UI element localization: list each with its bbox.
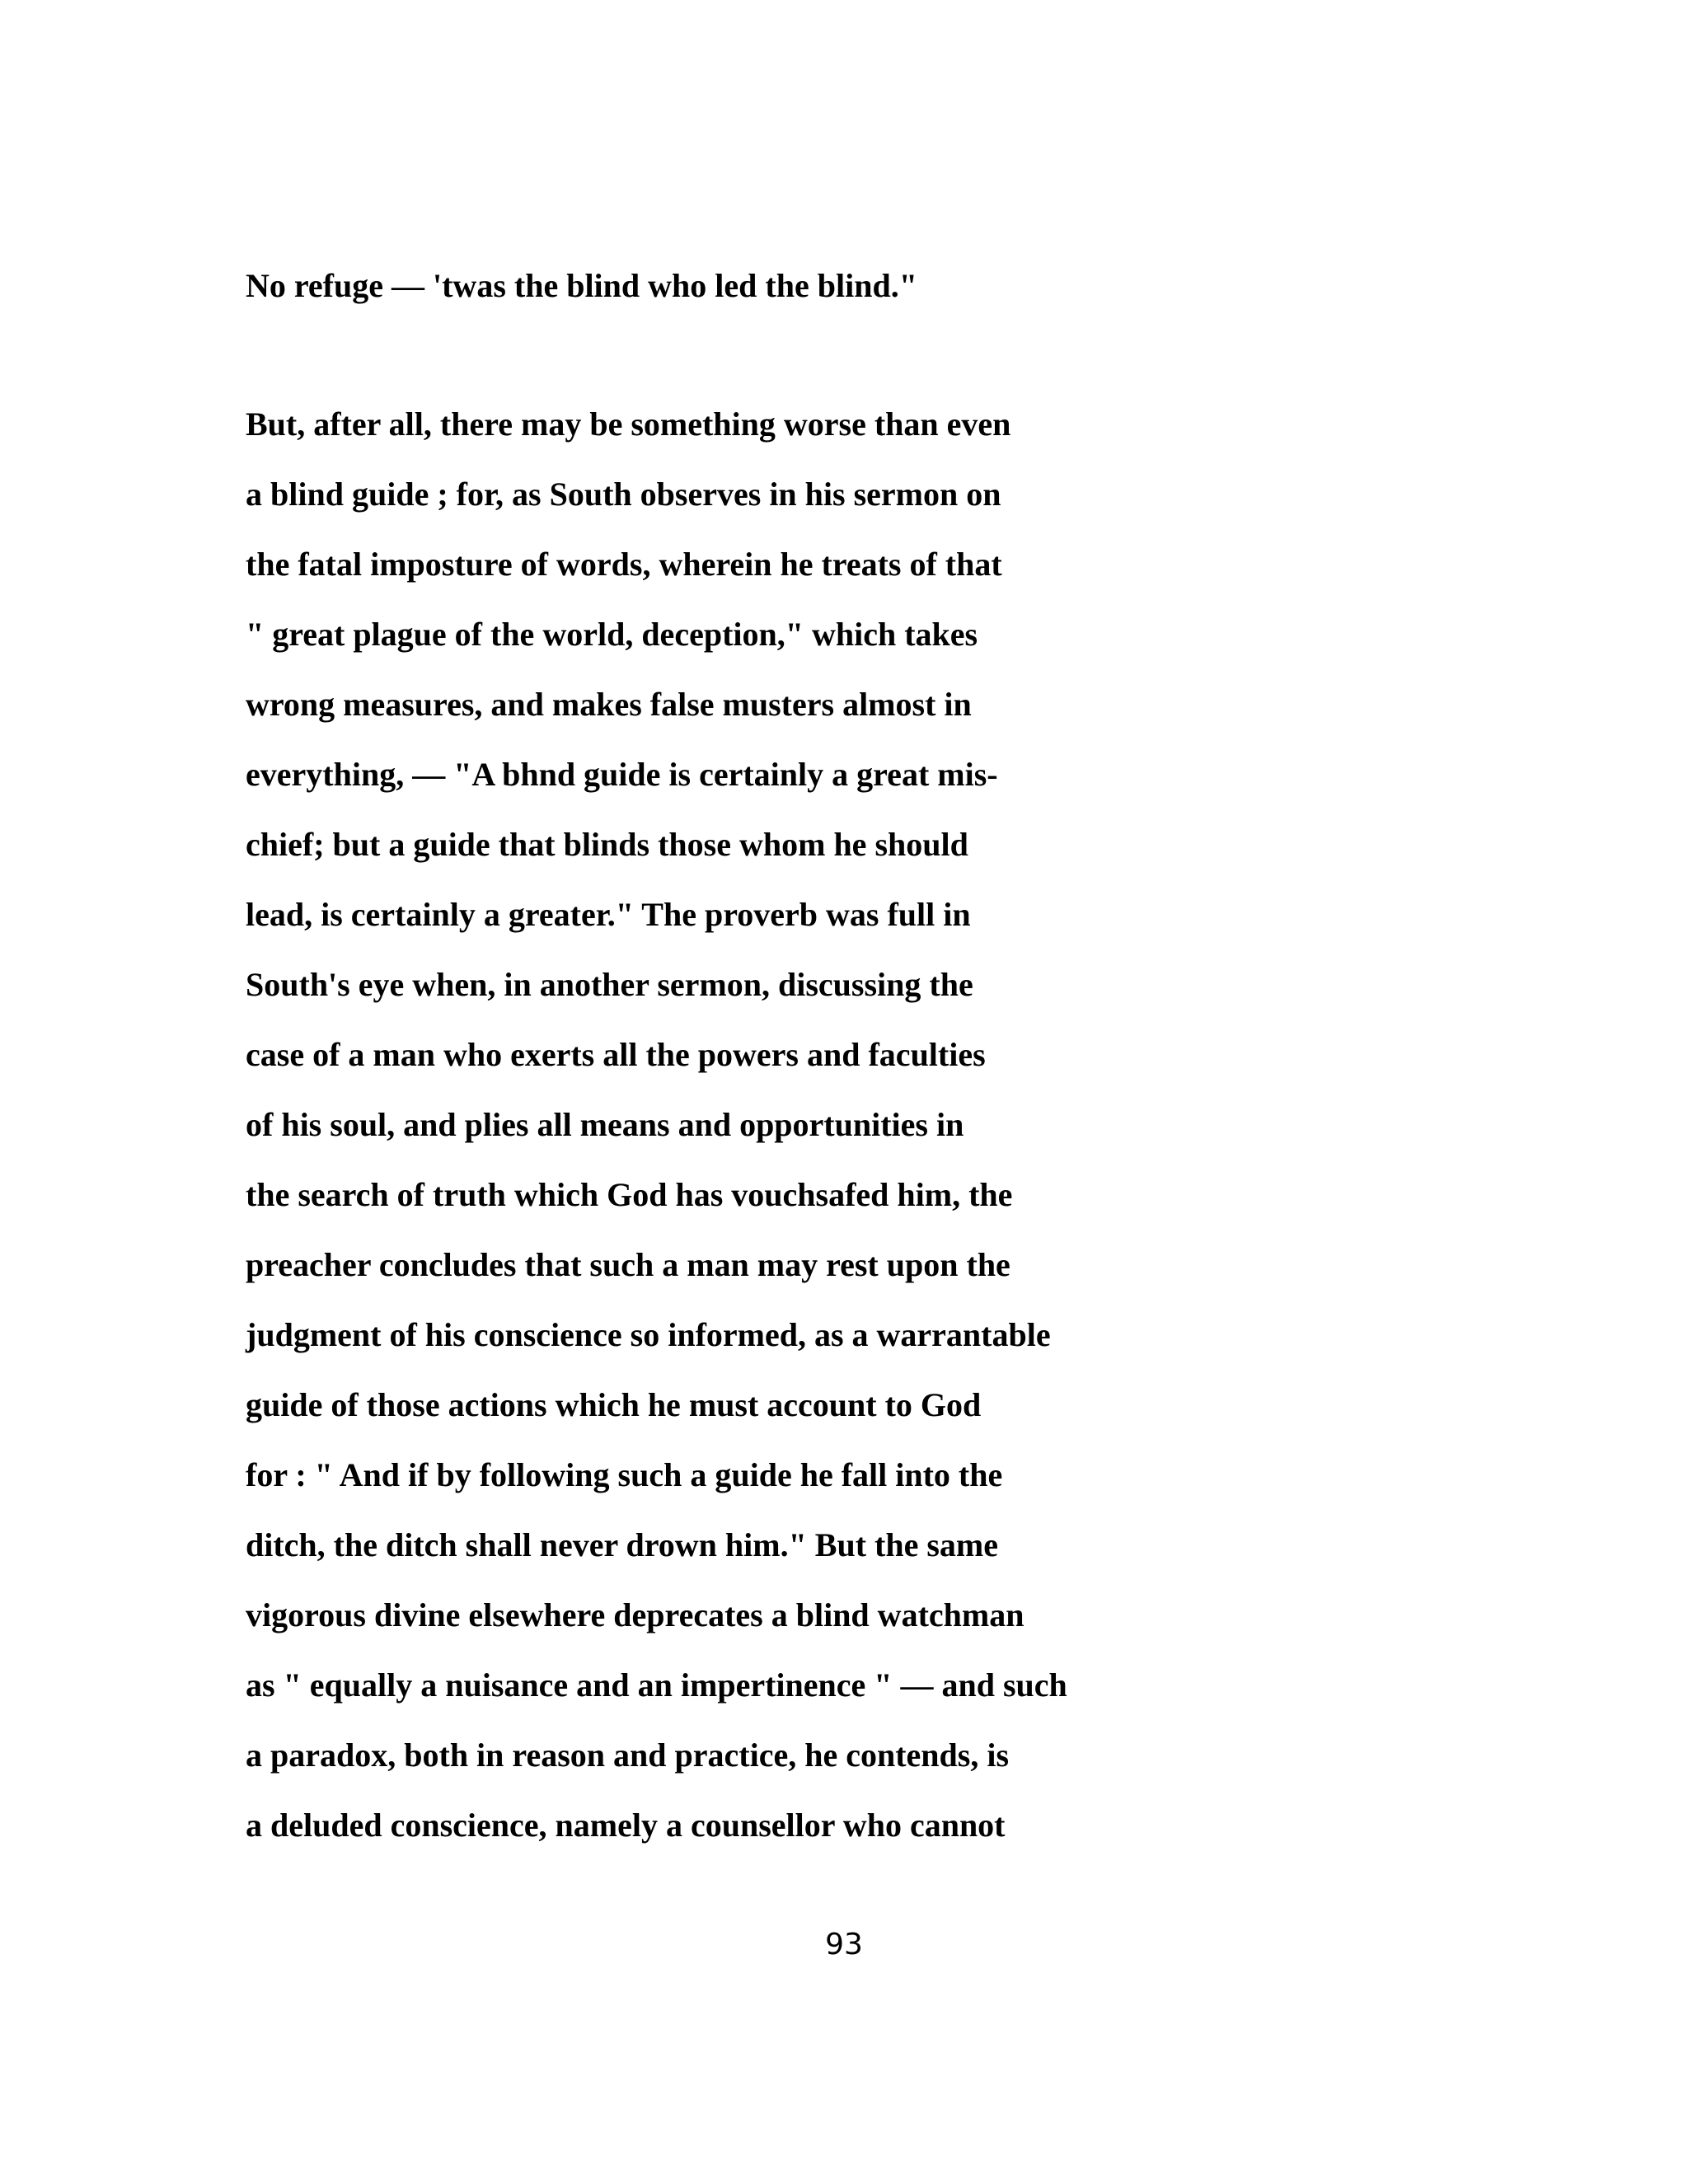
text-line: But, after all, there may be something worse than even bbox=[246, 405, 1011, 443]
text-line: preacher concludes that such a man may rest upon the bbox=[246, 1246, 1010, 1283]
text-line: the search of truth which God has vouchsafed him, the bbox=[246, 1176, 1013, 1213]
text-line: vigorous divine elsewhere deprecates a blind watchman bbox=[246, 1596, 1025, 1633]
text-line: the fatal imposture of words, wherein he treats of that bbox=[246, 546, 1002, 583]
text-line: of his soul, and plies all means and opportunities in bbox=[246, 1106, 964, 1143]
text-line: guide of those actions which he must account to God bbox=[246, 1386, 982, 1423]
text-line: " great plague of the world, deception," which takes bbox=[246, 616, 978, 653]
text-line: everything, — "A bhnd guide is certainly a great mis- bbox=[246, 756, 998, 793]
text-line: ditch, the ditch shall never drown him." But the same bbox=[246, 1526, 999, 1563]
text-line: a deluded conscience, namely a counsellor who cannot bbox=[246, 1807, 1006, 1844]
text-line: case of a man who exerts all the powers and faculties bbox=[246, 1036, 986, 1073]
text-line: a blind guide ; for, as South observes in his sermon on bbox=[246, 476, 1001, 513]
text-line: chief; but a guide that blinds those whom he should bbox=[246, 826, 968, 863]
page-number: 93 bbox=[825, 1928, 863, 1961]
text-line: for : " And if by following such a guide he fall into the bbox=[246, 1456, 1003, 1493]
text-line: judgment of his conscience so informed, as a warrantable bbox=[246, 1316, 1051, 1353]
text-line: wrong measures, and makes false musters almost in bbox=[246, 686, 972, 723]
text-line-verse-end: No refuge — 'twas the blind who led the blind." bbox=[246, 267, 917, 304]
text-line: a paradox, both in reason and practice, he contends, is bbox=[246, 1736, 1010, 1774]
text-line: as " equally a nuisance and an impertinence " — and such bbox=[246, 1666, 1067, 1704]
text-line: South's eye when, in another sermon, discussing the bbox=[246, 966, 973, 1003]
text-line: lead, is certainly a greater." The proverb was full in bbox=[246, 896, 971, 933]
